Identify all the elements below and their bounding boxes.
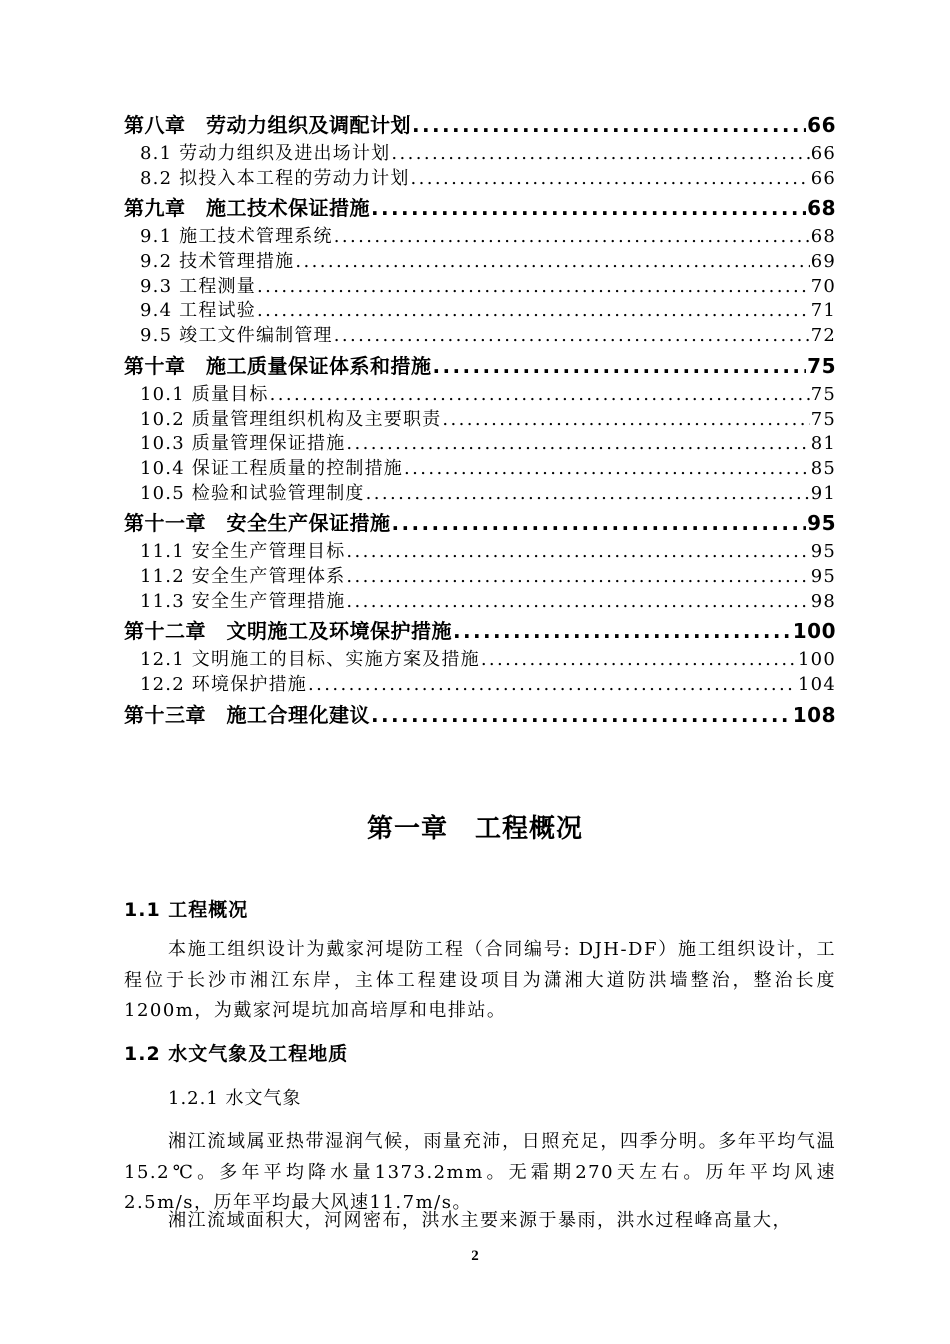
page-number: 2	[471, 1248, 479, 1264]
toc-section-entry[interactable]	[124, 590, 836, 615]
toc-entry-title: 10.2 质量管理组织机构及主要职责	[140, 408, 442, 430]
toc-entry-title: 9.3 工程测量	[140, 275, 256, 297]
toc-entry-page: 68	[810, 226, 836, 248]
toc-entry-title: 11.3 安全生产管理措施	[140, 590, 346, 612]
toc-leader-dots	[453, 614, 792, 648]
subsection-heading-1-2-1: 1.2.1 水文气象	[168, 1088, 302, 1109]
toc-leader-dots	[346, 432, 809, 457]
toc-entry-title: 第八章 劳动力组织及调配计划	[124, 113, 411, 137]
toc-entry-title: 10.1 质量目标	[140, 383, 269, 405]
toc-chapter-entry[interactable]	[124, 614, 836, 648]
toc-leader-dots	[404, 457, 810, 482]
toc-entry-title: 8.1 劳动力组织及进出场计划	[140, 143, 391, 164]
toc-entry-title: 10.4 保证工程质量的控制措施	[140, 457, 403, 479]
toc-entry-page: 70	[810, 275, 836, 297]
toc-entry-title: 8.2 拟投入本工程的劳动力计划	[140, 167, 410, 189]
toc-section-entry[interactable]	[124, 275, 836, 300]
toc-entry-title: 9.5 竣工文件编制管理	[140, 325, 333, 347]
toc-entry-title: 11.2 安全生产管理体系	[140, 565, 346, 587]
table-of-contents	[124, 108, 836, 732]
toc-section-entry[interactable]	[124, 299, 836, 324]
paragraph-project-overview: 本施工组织设计为戴家河堤防工程（合同编号: DJH-DF）施工组织设计，工程位于长沙市湘江东岸，主体工程建设项目为潇湘大道防洪墙整治，整治长度1200m，为戴家河堤坑加高培厚和电排站。	[124, 939, 836, 1021]
toc-entry-title: 12.2 环境保护措施	[140, 674, 307, 695]
toc-entry-title: 12.1 文明施工的目标、实施方案及措施	[140, 649, 480, 671]
toc-entry-title: 11.1 安全生产管理目标	[140, 541, 346, 563]
toc-entry-page: 95	[810, 565, 836, 587]
toc-entry-page: 100	[798, 649, 836, 671]
toc-section-entry[interactable]	[124, 250, 836, 275]
toc-leader-dots	[371, 698, 792, 732]
toc-section-entry[interactable]	[124, 457, 836, 482]
toc-entry-page: 72	[810, 325, 836, 347]
toc-section-entry[interactable]	[124, 225, 836, 250]
toc-entry-page: 95	[810, 541, 836, 563]
section-heading-1-1: 1.1 工程概况	[124, 899, 249, 921]
toc-entry-page: 98	[810, 590, 836, 612]
toc-section-entry[interactable]	[124, 673, 836, 698]
toc-section-entry[interactable]	[124, 482, 836, 507]
toc-section-entry[interactable]	[124, 432, 836, 457]
toc-leader-dots	[295, 250, 809, 275]
toc-entry-page: 81	[810, 433, 836, 455]
toc-entry-page: 75	[807, 353, 836, 378]
toc-entry-page: 69	[810, 251, 836, 273]
toc-leader-dots	[433, 349, 807, 383]
toc-entry-page: 66	[810, 143, 836, 164]
toc-entry-title: 第九章 施工技术保证措施	[124, 196, 370, 221]
toc-entry-page: 66	[807, 113, 836, 137]
toc-leader-dots	[392, 506, 807, 540]
section-heading-1-2: 1.2 水文气象及工程地质	[124, 1043, 349, 1065]
toc-chapter-entry[interactable]	[124, 108, 836, 142]
toc-leader-dots	[346, 590, 809, 615]
toc-chapter-entry[interactable]	[124, 191, 836, 225]
toc-leader-dots	[346, 540, 809, 565]
toc-leader-dots	[411, 167, 810, 192]
toc-entry-title: 10.5 检验和试验管理制度	[140, 482, 365, 504]
toc-entry-page: 108	[792, 702, 836, 727]
toc-leader-dots	[257, 275, 810, 300]
toc-section-entry[interactable]	[124, 565, 836, 590]
toc-leader-dots	[334, 324, 810, 349]
toc-leader-dots	[308, 673, 797, 698]
paragraph-climate: 湘江流域属亚热带湿润气候，雨量充沛，日照充足，四季分明。多年平均气温15.2℃。多年平均降水量1373.2mm。无霜期270天左右。历年平均风速2.5m/s，历年平均最大风速11.7m/s。	[124, 1131, 836, 1213]
toc-chapter-entry[interactable]	[124, 698, 836, 732]
toc-entry-title: 第十章 施工质量保证体系和措施	[124, 353, 432, 378]
toc-entry-page: 71	[810, 300, 836, 322]
toc-entry-title: 10.3 质量管理保证措施	[140, 433, 346, 455]
toc-leader-dots	[412, 108, 806, 142]
toc-section-entry[interactable]	[124, 540, 836, 565]
toc-entry-page: 85	[810, 457, 836, 479]
toc-entry-page: 75	[810, 408, 836, 430]
toc-leader-dots	[334, 225, 810, 250]
toc-entry-title: 第十三章 施工合理化建议	[124, 702, 370, 727]
toc-section-entry[interactable]	[124, 324, 836, 349]
toc-chapter-entry[interactable]	[124, 506, 836, 540]
paragraph-flood: 湘江流域面积大，河网密布，洪水主要来源于暴雨，洪水过程峰高量大，	[168, 1210, 792, 1231]
toc-leader-dots	[442, 408, 809, 433]
toc-entry-page: 95	[807, 511, 836, 536]
toc-leader-dots	[366, 482, 810, 507]
toc-leader-dots	[371, 191, 806, 225]
toc-entry-page: 91	[810, 482, 836, 504]
toc-leader-dots	[346, 565, 809, 590]
toc-entry-title: 9.1 施工技术管理系统	[140, 226, 333, 248]
toc-entry-page: 100	[792, 619, 836, 644]
toc-entry-title: 9.2 技术管理措施	[140, 251, 295, 273]
toc-section-entry[interactable]	[124, 167, 836, 192]
chapter-title: 第一章 工程概况	[366, 814, 583, 844]
toc-entry-title: 第十一章 安全生产保证措施	[124, 511, 391, 536]
toc-leader-dots	[270, 383, 810, 408]
toc-entry-page: 75	[810, 383, 836, 405]
toc-leader-dots	[391, 142, 809, 167]
toc-leader-dots	[481, 648, 797, 673]
toc-section-entry[interactable]	[124, 648, 836, 673]
toc-section-entry[interactable]	[124, 383, 836, 408]
toc-entry-page: 66	[810, 167, 836, 189]
toc-chapter-entry[interactable]	[124, 349, 836, 383]
toc-section-entry[interactable]	[124, 408, 836, 433]
toc-leader-dots	[257, 299, 810, 324]
toc-section-entry[interactable]	[124, 142, 836, 167]
toc-entry-page: 68	[807, 196, 836, 221]
toc-entry-page: 104	[798, 674, 836, 695]
toc-entry-title: 9.4 工程试验	[140, 300, 256, 322]
toc-entry-title: 第十二章 文明施工及环境保护措施	[124, 619, 452, 644]
